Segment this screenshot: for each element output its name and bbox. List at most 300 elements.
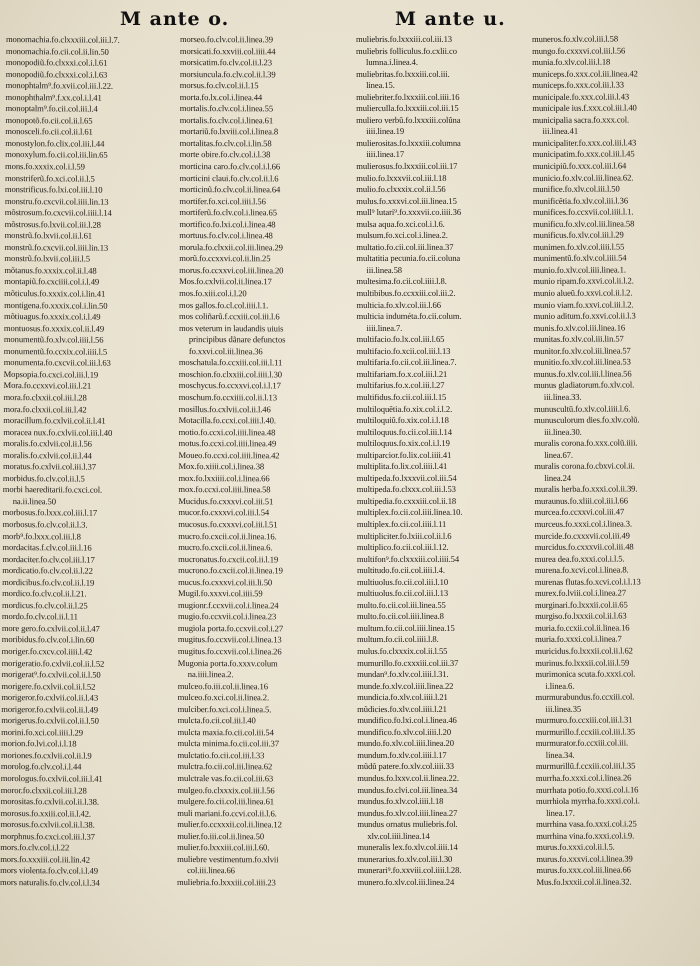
index-entry: mors.fo.xxxiii.col.iii.lin.42 bbox=[0, 853, 90, 865]
index-entry: murrhina vina.fo.xxxi.col.i.9. bbox=[536, 830, 635, 841]
index-entry: moralis.fo.cxlvii.col.ii.l.44 bbox=[3, 449, 92, 461]
index-entry: mugiola porta.fo.ccxvii.col.i.27 bbox=[177, 622, 284, 634]
index-entry: morsicatim.fo.clv.col.ii.l.23 bbox=[179, 57, 272, 68]
index-entry: muliebre vestimentum.fo.xlvii bbox=[177, 853, 279, 865]
index-entry: morbosus.fo.clv.col.ii.l.3. bbox=[2, 518, 88, 530]
index-entry: muliebris folliculus.fo.cxlii.co bbox=[356, 45, 457, 56]
index-entry: xlv.col.iiii.linea.14 bbox=[367, 830, 430, 841]
index-entry: munero.fo.xlv.col.iii.linea.24 bbox=[357, 876, 455, 887]
index-entry: murrha.fo.xxxi.col.i.linea.26 bbox=[535, 772, 632, 783]
index-entry: motus.fo.ccxi.col.iiii.linea.49 bbox=[178, 438, 277, 449]
index-entry: mulio.fo.lxxxvii.col.iii.l.18 bbox=[356, 172, 447, 183]
index-entry: Mox.fo.xiiii.col.i.linea.38 bbox=[178, 461, 265, 472]
index-entry: multifon⁹.fo.clxxxiii.col.iiii.54 bbox=[356, 553, 460, 564]
index-entry: muliebria.fo.lxxxiii.col.iiii.23 bbox=[177, 876, 276, 888]
index-entry: linea.67. bbox=[544, 449, 573, 460]
index-entry: moracea nux.fo.cxlvii.col.iii.l.40 bbox=[3, 426, 113, 438]
index-entry: mors violenta.fo.clv.col.i.l.49 bbox=[0, 865, 98, 877]
index-entry: muralis herba.fo.xxxi.col.ii.39. bbox=[534, 483, 638, 495]
index-entry: murcea.fo.ccxxvi.col.iii.47 bbox=[534, 506, 625, 518]
index-entry: morologus.fo.cxlvii.col.iii.l.41 bbox=[0, 772, 103, 784]
index-entry: mulus.fo.clxxxix.col.ii.l.55 bbox=[357, 645, 448, 656]
index-column-1 bbox=[0, 34, 178, 961]
index-entry: murmurator.fo.ccxiii.col.iii. bbox=[535, 737, 629, 749]
index-entry: multiloquẽtia.fo.xix.col.i.l.2. bbox=[356, 403, 453, 414]
index-entry: munio aditum.fo.xxvi.col.ii.l.3 bbox=[533, 310, 636, 322]
index-entry: monopodiũ.fo.clxxxi.col.i.l.61 bbox=[5, 57, 108, 68]
index-entry: multiloquus.fo.cii.col.iii.l.14 bbox=[356, 426, 452, 437]
index-entry: morigerat⁹.fo.cxlvii.col.ii.l.50 bbox=[1, 669, 101, 680]
index-entry: munificẽtia.fo.xlv.col.iii.l.36 bbox=[532, 195, 629, 206]
index-entry: iii.linea.30. bbox=[544, 426, 582, 437]
index-entry: principibus dãnare defunctos bbox=[188, 334, 286, 345]
index-column-2 bbox=[175, 34, 352, 961]
index-entry: mors.fo.clv.col.i.l.22 bbox=[0, 842, 70, 853]
index-entry: Mos.fo.cxlvii.col.ii.linea.17 bbox=[179, 276, 272, 287]
index-entry: munerarius.fo.xlv.col.iii.l.30 bbox=[357, 853, 453, 864]
index-entry: mors naturalis.fo.clv.col.i.l.34 bbox=[0, 876, 100, 888]
index-entry: murmurillũ.f.ccxiii.col.iii.l.35 bbox=[535, 760, 636, 772]
index-entry: mulgeo.fo.clxxxix.col.iii.l.56 bbox=[177, 784, 275, 795]
index-entry: muricidus.fo.lxxxii.col.ii.l.62 bbox=[535, 645, 633, 656]
index-entry: multiplex.fo.cii.col.iiii.linea.10. bbox=[356, 507, 463, 518]
index-entry: mordo.fo.clv.col.ii.l.11 bbox=[1, 611, 78, 622]
index-entry: mundifico.fo.xlv.col.iiii.l.20 bbox=[357, 726, 452, 737]
index-entry: murrhina vasa.fo.xxxi.col.i.25 bbox=[536, 818, 637, 830]
index-entry: mugitus.fo.ccxvii.col.i.linea.13 bbox=[177, 634, 282, 645]
index-entry: linea.34. bbox=[545, 749, 575, 760]
index-entry: munis.fo.xlv.col.iii.linea.16 bbox=[533, 322, 626, 333]
index-entry: mulcta minima.fo.cii.col.iii.37 bbox=[177, 738, 279, 749]
index-entry: mõstrosum.fo.cxcvii.col.iiii.l.14 bbox=[4, 207, 112, 218]
index-entry: monomachia.fo.clxxxiii.col.iii.l.7. bbox=[5, 34, 120, 45]
index-entry: munio.fo.xlv.col.iiii.linea.1. bbox=[533, 264, 626, 275]
index-entry: iii.linea.58 bbox=[366, 264, 402, 275]
index-entry: iii.linea.33. bbox=[543, 391, 582, 402]
index-entry: muli mariani.fo.ccvi.col.ii.l.6. bbox=[177, 807, 277, 818]
index-entry: morticina caro.fo.clv.col.i.l.66 bbox=[179, 161, 281, 172]
index-entry: moracillum.fo.cxlvii.col.ii.l.41 bbox=[3, 415, 106, 426]
index-entry: mucronatus.fo.cxcii.col.ii.l.19 bbox=[178, 553, 279, 564]
index-entry: muneralis lex.fo.xlv.col.iiii.14 bbox=[357, 842, 458, 853]
index-entry: munus.fo.xlv.col.iii.l.linea.56 bbox=[533, 368, 632, 379]
index-entry: multiplex.fo.cii.col.iiii.l.11 bbox=[356, 518, 447, 529]
index-entry: mortalis.fo.clv.col.i.linea.55 bbox=[179, 103, 274, 114]
index-entry: motio.fo.ccxi.col.iiii.linea.48 bbox=[178, 426, 276, 437]
index-entry: multifaria.fo.cii.col.iii.linea.7. bbox=[356, 357, 457, 368]
index-entry: mulctatio.fo.cii.col.iii.l.33 bbox=[177, 749, 265, 761]
index-entry: mortifer.fo.xci.col.iiii.l.56 bbox=[179, 195, 266, 206]
index-entry: mull⁹ lutari⁹.fo.xxxvii.co.iiii.36 bbox=[356, 207, 462, 218]
index-entry: morigeror.fo.cxlvii.col.ii.l.43 bbox=[1, 692, 99, 703]
index-entry: mugitus.fo.ccxvii.col.i.linea.26 bbox=[177, 645, 282, 657]
index-entry: more gero.fo.cxlvii.col.ii.l.47 bbox=[1, 622, 100, 634]
index-entry: morb⁹.fo.lxxx.col.iii.l.8 bbox=[2, 530, 81, 542]
index-entry: munifice.fo.xlv.col.iii.l.50 bbox=[532, 183, 620, 195]
index-entry: mundus.fo.lxxv.col.ii.linea.22. bbox=[357, 772, 459, 783]
index-entry: fo.xxvi.col.iii.linea.36 bbox=[188, 345, 263, 357]
index-entry: mucor.fo.cxxxvi.col.iii.l.54 bbox=[178, 507, 270, 518]
index-entry: monstriferũ.fo.xci.col.ii.l.5 bbox=[4, 172, 95, 184]
index-entry: murginari.fo.lxxxii.col.ii.65 bbox=[534, 599, 628, 610]
index-entry: mortiferũ.fo.clv.col.i.linea.65 bbox=[179, 207, 277, 218]
index-entry: moror.fo.clxxii.col.iii.l.28 bbox=[0, 784, 87, 796]
index-entry: munuscultũ.fo.xlv.col.iiii.l.6. bbox=[533, 402, 631, 414]
index-entry: iii.linea.41 bbox=[542, 126, 579, 137]
index-entry: multiplita.fo.lix.col.iiii.l.41 bbox=[356, 461, 448, 472]
index-entry: mulus.fo.xxxvi.col.iii.linea.15 bbox=[356, 195, 457, 206]
index-entry: murenas flutas.fo.xcvi.col.i.l.13 bbox=[534, 576, 641, 587]
index-entry: morta.fo.lx.col.i.linea.44 bbox=[179, 91, 263, 103]
index-entry: mordicatio.fo.clv.col.ii.l.22 bbox=[2, 565, 93, 576]
index-entry: murena.fo.xcvi.col.i.linea.8. bbox=[534, 564, 629, 576]
index-entry: mortalitas.fo.clv.col.i.lin.58 bbox=[179, 137, 272, 149]
index-entry: municipalia sacra.fo.xxx.col. bbox=[532, 114, 630, 125]
index-entry: mumurillo.fo.cxxxiii.col.iii.37 bbox=[357, 657, 459, 668]
index-entry: montapiũ.fo.cxciiii.col.i.l.49 bbox=[4, 276, 100, 288]
index-entry: multiplico.fo.cii.col.iii.l.12. bbox=[356, 541, 449, 553]
index-entry: monumentũ.fo.ccxix.col.iiii.l.5 bbox=[3, 345, 108, 357]
index-entry: multipeda.fo.lxxxvii.col.iii.54 bbox=[356, 472, 457, 483]
index-entry: morbi haereditarii.fo.cxci.col. bbox=[2, 484, 103, 496]
index-entry: multiuolus.fo.cii.col.iii.l.10 bbox=[356, 576, 449, 587]
index-entry: mulio.fo.clxxxix.col.ii.l.56 bbox=[356, 183, 446, 195]
index-entry: mox.fo.lxxiiii.col.i.linea.66 bbox=[178, 472, 270, 484]
index-entry: municipale.fo.xxx.col.iii.l.43 bbox=[532, 91, 630, 102]
index-entry: murus.fo.xxx.col.iii.linea.66 bbox=[536, 864, 631, 876]
index-entry: multum.fo.cii.col.iiii.linea.15 bbox=[357, 622, 455, 633]
index-entry: multifacio.fo.lx.col.iii.l.65 bbox=[356, 334, 445, 345]
index-entry: morigerus.fo.cxlvii.col.ii.l.50 bbox=[1, 715, 99, 726]
index-entry: Motacilla.fo.ccxi.col.iiii.l.40. bbox=[178, 415, 276, 426]
index-entry: munia.fo.xlv.col.iii.l.18 bbox=[532, 56, 611, 68]
index-entry: murgiso.fo.lxxxii.col.ii.l.63 bbox=[535, 610, 627, 622]
index-entry: murinus.fo.lxxxii.col.iii.l.59 bbox=[535, 657, 630, 668]
index-entry: linea.24 bbox=[544, 472, 572, 483]
index-entry: morsicati.fo.xxviii.col.iiii.44 bbox=[179, 45, 276, 56]
index-entry: mundum.fo.xlv.col.iiii.l.17 bbox=[357, 749, 447, 760]
index-entry: mũdicies.fo.xlv.col.iiii.l.21 bbox=[357, 703, 447, 714]
index-entry: murrhiola myrrha.fo.xxxi.col.i. bbox=[535, 795, 640, 807]
index-entry: mulceo.fo.xci.col.ii.linea.2. bbox=[177, 692, 270, 703]
running-head-left: M ante o. bbox=[120, 8, 230, 30]
index-column-4 bbox=[528, 33, 700, 960]
index-entry: mordicibus.fo.clv.col.ii.l.19 bbox=[2, 576, 95, 588]
index-entry: morbosus.fo.lxxx.col.iii.l.17 bbox=[2, 507, 98, 519]
index-entry: muliebritas.fo.lxxxiii.col.iii. bbox=[356, 68, 450, 79]
index-entry: morula.fo.clxxii.col.iii.linea.29 bbox=[179, 241, 283, 253]
index-entry: monstrũ.fo.lxvii.col.iii.l.5 bbox=[4, 253, 90, 264]
index-entry: monosceli.fo.cii.col.ii.l.61 bbox=[5, 126, 93, 137]
index-entry: murmuro.fo.ccxiii.col.iii.l.31 bbox=[535, 714, 633, 726]
index-entry: multo.fo.cii.col.iiii.linea.8 bbox=[357, 611, 444, 622]
index-entry: iiii.linea.7. bbox=[366, 322, 403, 333]
index-entry: monopotõ.fo.cii.col.ii.l.65 bbox=[5, 114, 93, 126]
index-entry: monstrificus.fo.lxi.col.iii.l.10 bbox=[4, 184, 103, 195]
index-entry: Mora.fo.ccxxvi.col.iii.l.21 bbox=[3, 380, 92, 392]
index-entry: morini.fo.xci.col.iiii.l.29 bbox=[1, 726, 83, 738]
index-entry: morte obire.fo.clv.col.i.l.38 bbox=[179, 149, 271, 160]
index-entry: monoptalm⁹.fo.cii.col.iii.l.4 bbox=[5, 103, 98, 114]
index-entry: moralis.fo.cxlvii.col.ii.l.56 bbox=[3, 438, 92, 449]
index-entry: morus.fo.ccxxvi.col.iii.linea.20 bbox=[179, 264, 284, 276]
index-entry: munificus.fo.xlv.col.iii.l.29 bbox=[533, 229, 624, 241]
index-entry: morigere.fo.cxlvii.col.ii.l.52 bbox=[1, 680, 96, 692]
index-entry: multifariam.fo.x.col.iii.l.21 bbox=[356, 368, 448, 379]
index-entry: murea dea.fo.xxxi.col.i.l.5. bbox=[534, 553, 625, 564]
index-entry: linea.15. bbox=[366, 80, 395, 91]
index-entry: mulier.fo.lxxxiii.col.iii.l.60. bbox=[177, 842, 270, 853]
index-entry: multesima.fo.cii.col.iiii.l.8. bbox=[356, 276, 447, 287]
page-header bbox=[0, 8, 700, 32]
index-entry: multifidus.fo.cii.col.iii.l.15 bbox=[356, 391, 447, 402]
index-entry: morosus.fo.cxlvii.col.ii.l.38. bbox=[0, 819, 95, 830]
index-entry: mucro.fo.cxcii.col.ii.linea.6. bbox=[178, 542, 273, 553]
index-entry: morphnus.fo.cxci.col.iii.l.37 bbox=[0, 830, 95, 842]
index-entry: multo.fo.cii.col.iii.linea.55 bbox=[356, 599, 446, 610]
index-entry: mõstrosus.fo.lxvii.col.iii.l.28 bbox=[4, 218, 101, 230]
index-entry: linea.17. bbox=[546, 807, 575, 818]
index-entry: multipliciter.fo.lxiii.col.ii.l.6 bbox=[356, 530, 452, 541]
index-entry: mundus ornatus muliebris.fol. bbox=[357, 819, 458, 830]
index-entry: morigeratio.fo.cxlvii.col.ii.l.52 bbox=[1, 657, 105, 669]
index-entry: mundus.fo.xlv.col.iiii.l.18 bbox=[357, 795, 444, 807]
index-entry: monophthalm⁹.f.xx.col.i.l.41 bbox=[5, 91, 102, 103]
index-entry: munificu.fo.xlv.col.iii.linea.58 bbox=[532, 218, 635, 229]
index-entry: montigena.fo.xxxix.col.i.lin.50 bbox=[4, 299, 108, 311]
running-head-right: M ante u. bbox=[395, 8, 506, 30]
index-entry: munio viam.fo.xxvi.col.iii.l.2. bbox=[533, 299, 634, 310]
index-entry: muralis corona.fo.xxx.colũ.iiii. bbox=[534, 437, 638, 449]
index-entry: monostylon.fo.clix.col.iii.l.44 bbox=[5, 137, 105, 149]
index-entry: monophtalm⁹.fo.xvii.col.iii.l.22. bbox=[5, 80, 114, 91]
index-entry: mucus.fo.cxxxvi.col.iii.li.50 bbox=[178, 576, 273, 588]
index-entry: munusculorum dies.fo.xlv.colũ. bbox=[533, 414, 640, 426]
index-entry: monumentũ.fo.xlv.col.iiii.l.56 bbox=[3, 334, 104, 345]
index-entry: munitas.fo.xlv.col.iii.lin.57 bbox=[533, 333, 624, 345]
index-entry: munifices.fo.ccxvii.col.iiii.l.1. bbox=[532, 206, 634, 218]
index-entry: moratus.fo.cxlvii.col.iii.l.37 bbox=[2, 461, 96, 472]
index-entry: mugio.fo.ccxvii.col.i.linea.23 bbox=[177, 611, 277, 622]
index-entry: mulier.fo.iii.col.ii.linea.50 bbox=[177, 830, 265, 842]
index-entry: morolog.fo.clv.col.i.l.44 bbox=[0, 761, 82, 772]
index-entry: iiii.linea.19 bbox=[366, 126, 405, 137]
index-entry: mordico.fo.clv.col.ii.l.21. bbox=[2, 588, 87, 599]
index-entry: murceus.fo.xxxi.col.i.linea.3. bbox=[534, 518, 633, 529]
index-entry: na.ii.linea.50 bbox=[12, 495, 57, 507]
index-entry: morosus.fo.xxiii.col.ii.l.42. bbox=[0, 807, 92, 819]
index-entry: mulctra.fo.cii.col.iii.linea.62 bbox=[177, 761, 273, 772]
index-entry: murmurabundus.fo.ccxiii.col. bbox=[535, 691, 635, 703]
index-entry: muralis corona.fo.cbxvi.col.ii. bbox=[534, 460, 635, 472]
index-entry: Mugil.fo.xxxvi.col.iiii.59 bbox=[178, 588, 263, 599]
index-entry: multiparcior.fo.lix.col.iiii.41 bbox=[356, 449, 452, 460]
index-entry: murmurillo.f.ccxiii.col.iii.l.35 bbox=[535, 726, 636, 737]
index-entry: murex.fo.lviii.col.i.linea.27 bbox=[534, 587, 627, 599]
index-entry: moriger.fo.cxcv.col.iiii.l.42 bbox=[1, 645, 93, 657]
index-entry: munerari⁹.fo.xxviii.col.iiii.l.28. bbox=[357, 865, 462, 876]
index-entry: mõtiuagus.fo.xxxix.col.i.l.49 bbox=[3, 311, 101, 322]
index-entry: municipale ius.f.xxx.col.iii.l.40 bbox=[532, 102, 637, 114]
index-entry: multatitia pecunia.fo.cii.coluna bbox=[356, 253, 461, 264]
index-entry: mũdũ patere.fo.xlv.col.iiii.33 bbox=[357, 761, 454, 772]
index-entry: mosillus.fo.cxlvii.col.ii.l.46 bbox=[178, 403, 271, 414]
index-entry: mulierositas.fo.lxxxiii.columna bbox=[356, 137, 461, 148]
index-entry: morsiuncula.fo.clv.col.ii.l.39 bbox=[179, 68, 276, 79]
index-entry: munitio.fo.xlv.col.iii.linea.53 bbox=[533, 356, 631, 368]
index-entry: mos veterum in laudandis uiuis bbox=[178, 322, 284, 334]
index-entry: morigeror.fo.cxlvii.col.ii.l.49 bbox=[1, 703, 98, 715]
index-entry: mos gallos.fo.cl.col.iiii.l.1. bbox=[179, 299, 269, 310]
index-entry: mordacitas.f.clv.col.iii.l.16 bbox=[2, 542, 92, 553]
index-entry: na.iiii.linea.2. bbox=[187, 669, 234, 680]
index-entry: monomachia.fo.cii.col.ii.lin.50 bbox=[5, 45, 109, 57]
index-entry: munitor.fo.xlv.col.iii.linea.57 bbox=[533, 345, 631, 356]
index-entry: multipeda.fo.clxxx.col.iii.l.53 bbox=[356, 484, 456, 495]
index-entry: munio alueũ.fo.xxvi.col.ii.l.2. bbox=[533, 287, 633, 299]
index-entry: muraunus.fo.xliii.col.iii.l.66 bbox=[534, 495, 628, 506]
index-entry: mundus.fo.clvi.col.iii.linea.34 bbox=[357, 784, 458, 795]
index-entry: monstru.fo.cxcvii.col.iiii.lin.13 bbox=[4, 195, 109, 207]
index-entry: mõtanus.fo.xxxix.col.ii.l.48 bbox=[4, 264, 97, 276]
index-entry: municipaliter.fo.xxx.col.iii.l.43 bbox=[532, 137, 637, 148]
index-entry: mundan⁹.fo.xlv.col.iiii.l.31. bbox=[357, 668, 449, 680]
index-entry: murrhata potio.fo.xxxi.col.i.16 bbox=[535, 783, 639, 795]
index-entry: mulcta.fo.cii.col.iii.l.40 bbox=[177, 715, 256, 726]
index-entry: mortariũ.fo.lxviii.col.i.linea.8 bbox=[179, 126, 279, 137]
index-entry: murcide.fo.cxxxvii.col.iii.49 bbox=[534, 529, 630, 541]
index-entry: multicia induméta.fo.cii.colum. bbox=[356, 310, 462, 322]
index-entry: mox.fo.ccxi.col.iiii.linea.58 bbox=[178, 484, 271, 495]
index-entry: mulierculla.fo.lxxxiii.col.iii.15 bbox=[356, 103, 459, 114]
index-entry: morsus.fo.clv.col.ii.l.15 bbox=[179, 80, 259, 91]
index-entry: muria.fo.ccxii.col.ii.linea.16 bbox=[535, 622, 630, 633]
index-column-3 bbox=[352, 34, 530, 960]
index-entry: municio.fo.xlv.col.iii.linea.62. bbox=[532, 172, 634, 183]
index-entry: multum.fo.cii.col.iiii.l.8. bbox=[357, 634, 439, 645]
index-entry: monstrũ.fo.cxcvii.col.iiii.lin.13 bbox=[4, 241, 109, 253]
index-entry: mortalis.fo.clv.col.i.linea.61 bbox=[179, 114, 274, 126]
index-entry: multatio.fo.cii.col.iii.linea.37 bbox=[356, 241, 454, 252]
index-entry: Mucidus.fo.cxxxvi.col.iii.51 bbox=[178, 495, 274, 507]
index-entry: munus gladiatorum.fo.xlv.col. bbox=[533, 379, 635, 391]
index-entry: mulier.fo.ccxxxii.col.ii.linea.12 bbox=[177, 819, 282, 830]
index-entry: mora.fo.clxxii.col.iii.l.42 bbox=[3, 403, 87, 415]
index-entry: monstrũ.fo.lxvii.col.ii.l.61 bbox=[4, 230, 93, 241]
index-entry: munio ripam.fo.xxvi.col.ii.l.2. bbox=[533, 275, 634, 287]
index-entry: moriones.fo.cxlvii.col.ii.l.9 bbox=[0, 749, 92, 761]
index-entry: moschum.fo.ccxiiii.col.ii.l.13 bbox=[178, 391, 277, 403]
index-entry: col.iii.linea.66 bbox=[187, 865, 235, 876]
index-entry: iii.linea.35 bbox=[545, 703, 582, 714]
index-entry: mordicus.fo.clv.col.ii.l.25 bbox=[1, 599, 88, 611]
index-entry: Mopsopia.fo.cxci.col.iii.l.19 bbox=[3, 368, 99, 380]
index-entry: mundifico.fo.lxi.col.i.linea.46 bbox=[357, 715, 457, 726]
index-entry: muliebriter.fo.lxxxiii.col.iiii.16 bbox=[356, 91, 460, 102]
index-entry: mundicia.fo.xlv.col.iiii.l.21 bbox=[357, 692, 448, 703]
index-entry: Mus.fo.lxxxii.col.ii.linea.32. bbox=[536, 876, 632, 887]
index-entry: mos coliñarũ.f.ccxiii.col.iii.l.6 bbox=[178, 311, 280, 322]
index-entry: multitudo.fo.cii.col.iiii.l.4. bbox=[356, 564, 445, 576]
index-entry: munde.fo.xlv.col.iiii.linea.22 bbox=[357, 680, 454, 691]
index-entry: montuosus.fo.xxxix.col.ii.l.49 bbox=[3, 322, 105, 334]
index-entry: mos.fo.xiii.col.i.l.20 bbox=[179, 288, 247, 299]
index-entry: municipiũ.fo.xxx.col.iii.l.64 bbox=[532, 160, 627, 171]
index-entry: moschion.fo.clxxiii.col.iiii.l.30 bbox=[178, 368, 283, 380]
index-entry: multibibus.fo.ccxxiii.col.iii.2. bbox=[356, 287, 456, 299]
index-entry: multifacio.fo.xcii.col.iii.l.13 bbox=[356, 345, 451, 356]
index-entry: mulsum.fo.xci.col.i.linea.2. bbox=[356, 230, 448, 241]
index-entry: municeps.fo.xxx.col.iii.linea.42 bbox=[532, 68, 638, 79]
index-entry: iiii.linea.17 bbox=[366, 149, 405, 160]
index-entry: mucrono.fo.cxcii.col.ii.linea.19 bbox=[178, 565, 283, 576]
index-entry: murus.fo.xxxi.col.ii.l.5. bbox=[536, 841, 615, 853]
index-entry: munimen.fo.xlv.col.iiii.l.55 bbox=[533, 241, 625, 252]
index-entry: multipedia.fo.cxxxiii.col.ii.18 bbox=[356, 495, 457, 506]
index-entry: multiuolus.fo.cii.col.iii.l.13 bbox=[356, 588, 449, 599]
index-entry: mulierosus.fo.lxxxiii.col.iii.17 bbox=[356, 160, 458, 172]
index-entry: monoxylum.fo.cii.col.iii.lin.65 bbox=[5, 149, 108, 161]
index-entry: mortuus.fo.clv.col.i.linea.48 bbox=[179, 230, 273, 241]
index-entry: mulgere.fo.cii.col.iii.linea.61 bbox=[177, 796, 274, 807]
index-entry: mulctrale vas.fo.cii.col.iii.63 bbox=[177, 773, 274, 784]
index-entry: mulsa aqua.fo.xci.col.i.l.6. bbox=[356, 218, 445, 229]
index-entry: mungo.fo.cxxxvi.col.iii.l.56 bbox=[532, 45, 626, 56]
index-entry: monumenta.fo.cxcvii.col.iii.l.63 bbox=[3, 357, 111, 369]
index-entry: moribidus.fo.clv.col.i.lin.60 bbox=[1, 634, 95, 646]
index-entry: muliero verbũ.fo.lxxxiii.colũna bbox=[356, 114, 461, 125]
index-entry: mortifico.fo.lxi.col.i.linea.48 bbox=[179, 218, 276, 230]
index-entry: multifarius.fo.x.col.iii.l.27 bbox=[356, 380, 445, 391]
index-entry: moschatula.fo.ccxiii.col.iii.l.11 bbox=[178, 357, 283, 368]
index-entry: mõticulus.fo.xxxix.col.i.lin.41 bbox=[4, 288, 106, 299]
index-entry: lumna.i.linea.4. bbox=[366, 56, 418, 68]
index-entry: mora.fo.clxxii.col.iii.l.28 bbox=[3, 391, 87, 403]
index-entry: mulceo.fo.iii.col.ii.linea.16 bbox=[177, 680, 268, 691]
index-columns bbox=[0, 33, 696, 960]
index-entry: i.linea.6. bbox=[545, 680, 575, 691]
index-entry: murus.fo.xxxvi.col.i.linea.39 bbox=[536, 853, 633, 864]
index-entry: morion.fo.lvi.col.i.l.18 bbox=[1, 738, 77, 749]
index-entry: muneros.fo.xlv.col.iii.l.58 bbox=[531, 33, 619, 44]
index-entry: morseo.fo.clv.col.ii.linea.39 bbox=[179, 34, 273, 45]
index-entry: muria.fo.xxxi.col.i.linea.7 bbox=[535, 633, 622, 645]
index-entry: morositas.fo.cxlvii.col.ii.l.38. bbox=[0, 796, 99, 807]
index-entry: Mugonia porta.fo.xxxv.colum bbox=[177, 657, 278, 668]
index-entry: multiloquiũ.fo.xix.col.i.l.18 bbox=[356, 414, 449, 426]
index-entry: murimonica scuta.fo.xxxi.col. bbox=[535, 668, 636, 680]
index-entry: mulcta maxia.fo.cii.col.iii.54 bbox=[177, 726, 274, 738]
index-entry: municeps.fo.xxx.col.iii.l.33 bbox=[532, 79, 625, 91]
index-entry: mundus.fo.xlv.col.iiii.linea.27 bbox=[357, 807, 458, 818]
index-entry: morbidus.fo.clv.col.ii.l.5 bbox=[2, 472, 85, 484]
index-entry: multiloquus.fo.xix.col.i.l.19 bbox=[356, 437, 450, 449]
index-entry: mulciber.fo.xci.col.i.linea.5. bbox=[177, 703, 272, 715]
index-entry: murcidus.fo.cxxxvii.col.iii.48 bbox=[534, 541, 634, 553]
index-entry: morticini claui.fo.clv.col.ii.l.6 bbox=[179, 172, 279, 183]
index-entry: Moueo.fo.ccxi.col.iiii.linea.42 bbox=[178, 449, 280, 461]
index-entry: monopodiũ.fo.clxxxi.col.i.l.63 bbox=[5, 68, 108, 80]
index-entry: mugionr.f.ccxvii.col.i.linea.24 bbox=[177, 599, 279, 611]
index-entry: municipatim.fo.xxx.col.iii.l.45 bbox=[532, 148, 635, 160]
index-entry: muliebris.fo.lxxxiii.col.iii.13 bbox=[356, 33, 452, 44]
index-entry: mordaciter.fo.clv.col.iii.l.17 bbox=[2, 553, 95, 565]
index-entry: munimentũ.fo.xlv.col.iiii.54 bbox=[533, 252, 627, 264]
index-entry: mons.fo.xxxix.col.i.l.59 bbox=[5, 161, 85, 172]
index-entry: mundo.fo.xlv.col.iiii.linea.20 bbox=[357, 738, 454, 749]
index-entry: morũ.fo.ccxxvi.col.ii.lin.25 bbox=[179, 253, 271, 264]
index-entry: mucro.fo.cxcii.col.ii.linea.16. bbox=[178, 530, 277, 541]
